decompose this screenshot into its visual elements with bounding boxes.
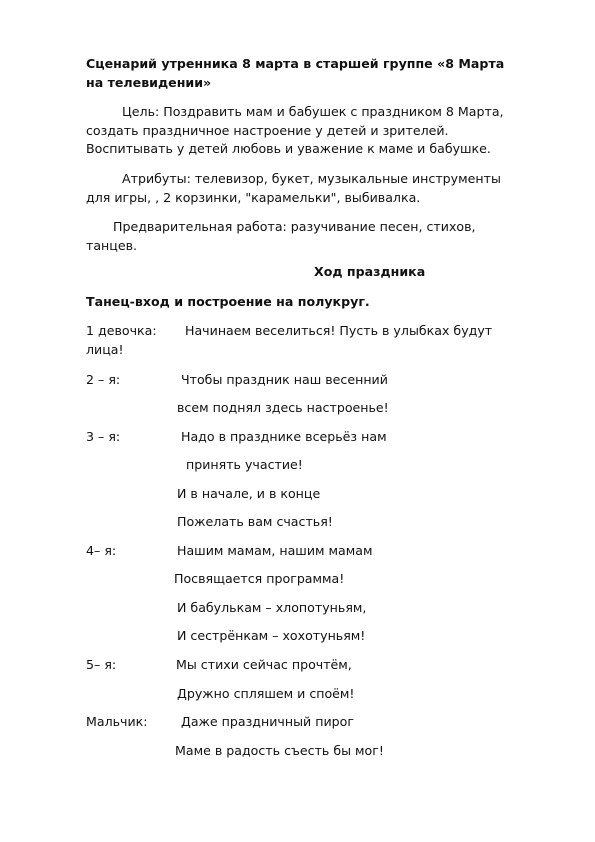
speaker-5-line-2: Дружно спляшем и споём! xyxy=(177,686,355,701)
speaker-girl-1: 1 девочка: xyxy=(86,323,157,338)
speaker-4-line-4: И сестрёнкам – хохотуньям! xyxy=(177,628,366,643)
speaker-3: 3 – я: xyxy=(86,429,121,444)
girl-1-line-1: Начинаем веселиться! Пусть в улыбках будут xyxy=(185,323,493,338)
speaker-2: 2 – я: xyxy=(86,372,121,387)
document-title xyxy=(86,55,556,92)
speaker-2-line-1: Чтобы праздник наш весенний xyxy=(181,372,388,387)
attributes-line-1: Атрибуты: телевизор, букет, музыкальные инструменты xyxy=(122,171,501,186)
speaker-boy: Мальчик: xyxy=(86,714,148,729)
speaker-4-line-2: Посвящается программа! xyxy=(174,571,345,586)
prep-line-1: Предварительная работа: разучивание песен, стихов, xyxy=(113,219,476,234)
speaker-2-line-2: всем поднял здесь настроенье! xyxy=(177,400,389,415)
speaker-3-line-4: Пожелать вам счастья! xyxy=(177,514,333,529)
section-heading: Ход праздника xyxy=(314,264,426,279)
goal-paragraph xyxy=(86,103,556,159)
attributes-line-2: для игры, , 2 корзинки, "карамельки", выбивалка. xyxy=(86,189,421,205)
speaker-4-line-3: И бабулькам – хлопотуньям, xyxy=(177,600,367,615)
boy-line-1: Даже праздничный пирог xyxy=(181,714,354,729)
prep-line-2: танцев. xyxy=(86,237,138,253)
dance-heading: Танец-вход и построение на полукруг. xyxy=(86,294,370,309)
speaker-4-line-1: Нашим мамам, нашим мамам xyxy=(177,543,373,558)
speaker-4: 4– я: xyxy=(86,543,117,558)
speaker-3-line-2: принять участие! xyxy=(186,457,303,472)
speaker-3-line-3: И в начале, и в конце xyxy=(177,486,321,501)
speaker-3-line-1: Надо в празднике всерьёз нам xyxy=(181,429,387,444)
goal-line-3: Воспитывать у детей любовь и уважение к маме и бабушке. xyxy=(86,141,491,156)
preparation-paragraph xyxy=(86,218,556,255)
goal-line-2: создать праздничное настроение у детей и зрителей. xyxy=(86,122,449,138)
speaker-5-line-1: Мы стихи сейчас прочтём, xyxy=(176,657,352,672)
title-line-2: на телевидении» xyxy=(86,74,212,90)
title-line-1: Сценарий утренника 8 марта в старшей группе «8 Марта xyxy=(86,56,505,71)
girl-1-line-2: лица! xyxy=(86,342,124,357)
attributes-paragraph xyxy=(86,170,556,207)
goal-line-1: Цель: Поздравить мам и бабушек с праздником 8 Марта, xyxy=(122,104,504,119)
boy-line-2: Маме в радость съесть бы мог! xyxy=(175,743,384,758)
speaker-5: 5– я: xyxy=(86,657,117,672)
